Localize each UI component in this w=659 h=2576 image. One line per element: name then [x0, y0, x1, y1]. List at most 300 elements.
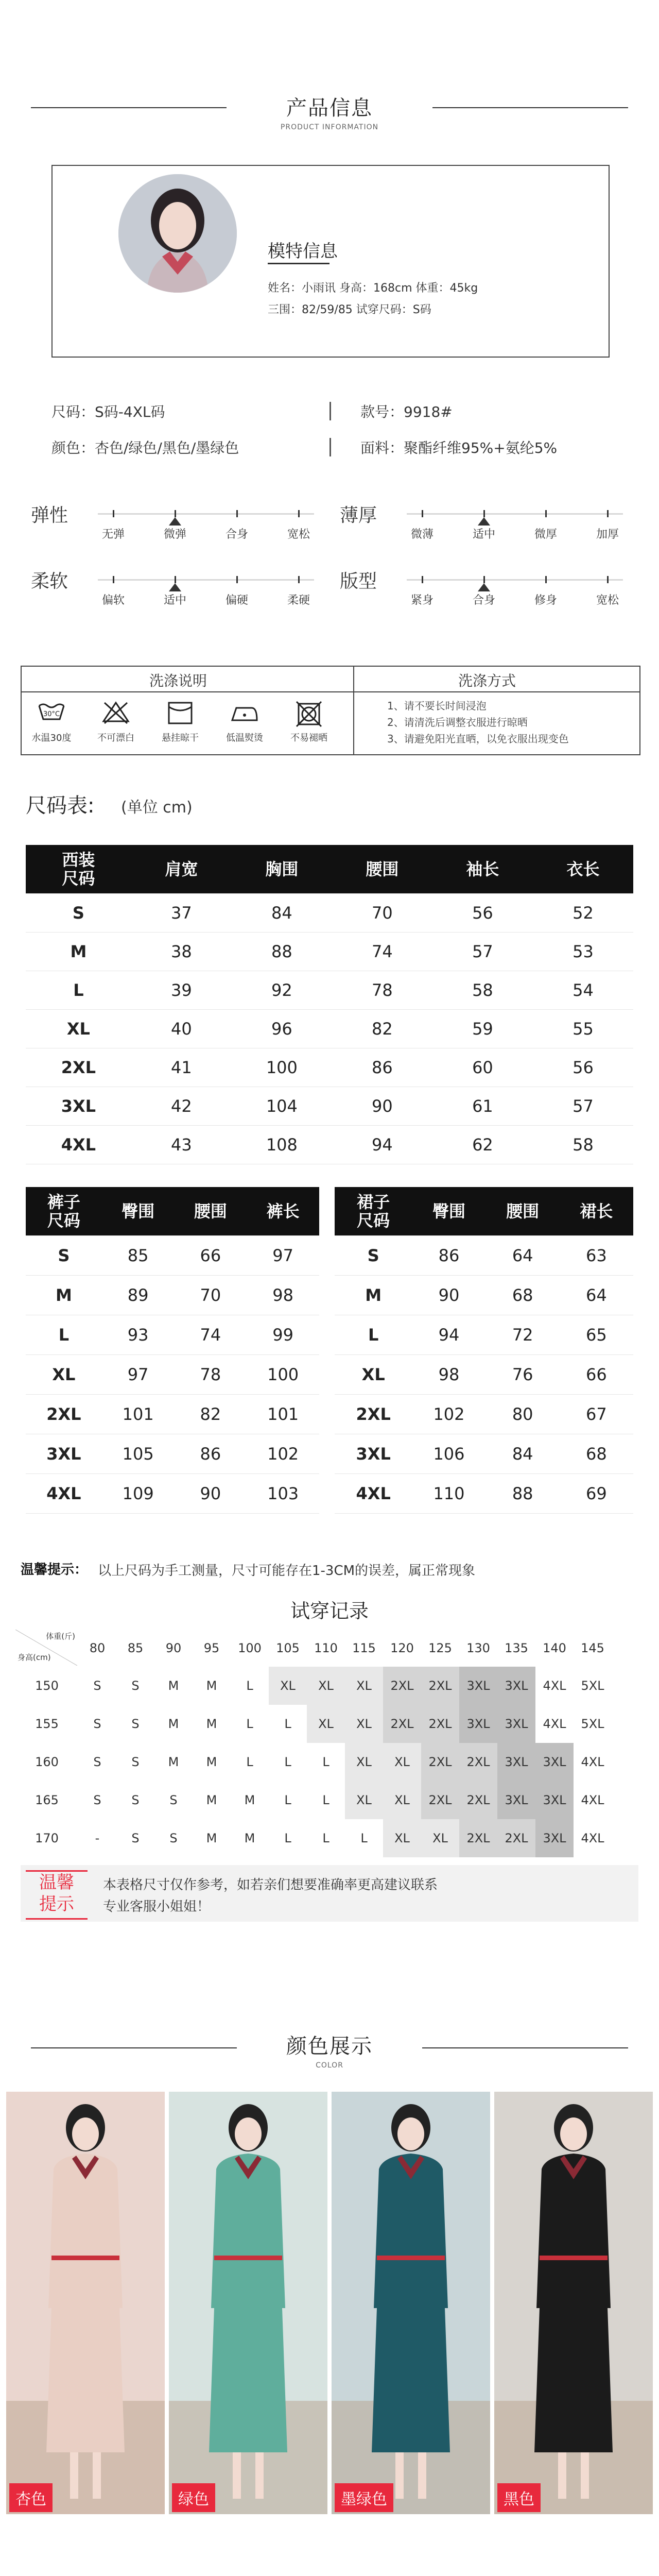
fit-weight: 130	[466, 1641, 490, 1655]
fit-cell: 3XL	[497, 1781, 535, 1819]
fit-cell: 3XL	[497, 1667, 535, 1705]
fit-cell: -	[95, 1831, 100, 1845]
table-row	[335, 1315, 633, 1355]
table-row	[26, 1315, 319, 1355]
size-cell: XL	[26, 1355, 102, 1395]
fit-cell: S	[131, 1755, 140, 1769]
size-header: 胸围	[232, 845, 332, 894]
table-row	[335, 1236, 633, 1276]
fit-cell: 2XL	[421, 1667, 459, 1705]
size-cell: 3XL	[26, 1087, 131, 1126]
fit-cell: S	[131, 1679, 140, 1693]
top-size-table	[26, 845, 633, 1164]
size-cell: M	[335, 1276, 412, 1315]
size-cell: 94	[332, 1126, 432, 1164]
scale-tick	[298, 576, 300, 583]
fit-cell: 2XL	[421, 1705, 459, 1743]
wash-header-rule	[21, 691, 640, 692]
size-cell: 58	[533, 1126, 633, 1164]
fit-cell: 3XL	[497, 1705, 535, 1743]
scale-title-1: 弹性	[31, 505, 68, 526]
table-row	[15, 1819, 612, 1857]
size-cell: 58	[432, 971, 533, 1010]
size-cell: 38	[131, 933, 232, 971]
scale-label: 合身	[225, 528, 249, 541]
size-cell: 90	[332, 1087, 432, 1126]
size-cell: 43	[131, 1126, 232, 1164]
no-tumble-icon	[293, 699, 324, 730]
fit-cell: S	[93, 1755, 101, 1769]
size-cell: 98	[247, 1276, 319, 1315]
scale-tick	[483, 510, 485, 517]
scale-tick	[483, 576, 485, 583]
scale-label: 修身	[534, 594, 558, 607]
size-cell: 70	[332, 894, 432, 933]
wash-30-icon	[36, 699, 67, 730]
size-cell: L	[26, 971, 131, 1010]
fit-corner	[15, 1630, 78, 1667]
size-cell: L	[335, 1315, 412, 1355]
fit-cell: 4XL	[581, 1755, 604, 1769]
color-photo-illustration	[6, 2092, 165, 2514]
size-cell: 70	[175, 1276, 247, 1315]
table-row	[335, 1434, 633, 1474]
size-cell: 57	[533, 1087, 633, 1126]
scale-title-3: 柔软	[31, 571, 68, 592]
scale-title-4: 版型	[340, 571, 377, 592]
size-cell: 88	[486, 1474, 560, 1514]
size-cell: 101	[102, 1395, 175, 1434]
size-cell: 4XL	[26, 1474, 102, 1514]
model-heading-underline	[268, 263, 330, 264]
size-cell: 78	[332, 971, 432, 1010]
size-cell: 64	[560, 1276, 633, 1315]
fit-cell: S	[169, 1793, 178, 1807]
fit-cell: 3XL	[497, 1743, 535, 1781]
wash-icon-label: 悬挂晾干	[162, 733, 199, 743]
fit-cell: S	[131, 1717, 140, 1731]
wash-icon-label: 水温30度	[31, 733, 72, 743]
size-cell: 90	[175, 1474, 247, 1514]
table-row	[335, 1276, 633, 1315]
size-cell: 86	[175, 1434, 247, 1474]
fit-cell: XL	[307, 1705, 345, 1743]
size-cell: 96	[232, 1010, 332, 1048]
low-iron-icon	[229, 699, 260, 730]
skirt-size-table	[335, 1187, 633, 1514]
color-photo-4	[494, 2092, 653, 2514]
fit-cell: S	[131, 1793, 140, 1807]
fit-cell: 2XL	[421, 1781, 459, 1819]
size-cell: 41	[131, 1048, 232, 1087]
size-cell: 2XL	[335, 1395, 412, 1434]
size-cell: 62	[432, 1126, 533, 1164]
size-header: 裙长	[560, 1187, 633, 1236]
size-cell: 3XL	[26, 1434, 102, 1474]
fit-cell: 2XL	[383, 1705, 421, 1743]
fit-cell: S	[93, 1679, 101, 1693]
size-cell: 100	[247, 1355, 319, 1395]
size-cell: 61	[432, 1087, 533, 1126]
fit-cell: 3XL	[459, 1667, 497, 1705]
size-cell: S	[26, 894, 131, 933]
fit-weight: 100	[238, 1641, 262, 1655]
size-cell: 82	[175, 1395, 247, 1434]
size-cell: 102	[412, 1395, 485, 1434]
size-cell: M	[26, 933, 131, 971]
color-photo-1	[6, 2092, 165, 2514]
spec-style-no: 款号：9918#	[360, 403, 453, 420]
size-cell: 53	[533, 933, 633, 971]
size-cell: 84	[486, 1434, 560, 1474]
fit-cell: L	[322, 1831, 330, 1845]
scale-label: 适中	[472, 528, 496, 541]
size-cell: 59	[432, 1010, 533, 1048]
fit-cell: L	[284, 1755, 291, 1769]
size-cell: 76	[486, 1355, 560, 1395]
hang-dry-icon	[165, 699, 196, 730]
fit-cell: 4XL	[581, 1831, 604, 1845]
size-header: 袖长	[432, 845, 533, 894]
product-info-title: 产品信息 PRODUCT INFORMATION	[280, 96, 379, 131]
size-cell: 82	[332, 1010, 432, 1048]
color-photo-3	[332, 2092, 490, 2514]
table-row	[26, 894, 633, 933]
fit-weight: 140	[543, 1641, 566, 1655]
fit-cell: M	[244, 1793, 255, 1807]
size-cell: 56	[533, 1048, 633, 1087]
color-photo-2	[169, 2092, 327, 2514]
size-cell: 102	[247, 1434, 319, 1474]
scale-tick	[545, 510, 547, 517]
fit-cell: XL	[345, 1705, 383, 1743]
size-header: 腰围	[332, 845, 432, 894]
fit-height: 170	[35, 1831, 59, 1845]
size-cell: 3XL	[335, 1434, 412, 1474]
size-cell: 56	[432, 894, 533, 933]
size-cell: M	[26, 1276, 102, 1315]
fit-cell: XL	[383, 1781, 421, 1819]
fit-cell: S	[131, 1831, 140, 1845]
fit-cell: XL	[269, 1667, 307, 1705]
fit-cell: L	[322, 1793, 330, 1807]
table-row	[15, 1781, 612, 1819]
size-cell: 72	[486, 1315, 560, 1355]
fit-cell: L	[246, 1717, 253, 1731]
fit-weight: 145	[581, 1641, 604, 1655]
fit-cell: L	[284, 1717, 291, 1731]
size-cell: 84	[232, 894, 332, 933]
size-cell: 68	[486, 1276, 560, 1315]
table-row	[26, 1474, 319, 1514]
tip-text: 以上尺码为手工测量，尺寸可能存在1-3CM的误差，属正常现象	[98, 1563, 476, 1579]
fit-cell: XL	[383, 1743, 421, 1781]
size-cell: 94	[412, 1315, 485, 1355]
size-cell: 86	[412, 1236, 485, 1276]
fit-cell: M	[244, 1831, 255, 1845]
table-row	[26, 933, 633, 971]
fit-cell: XL	[421, 1819, 459, 1857]
scale-track-4	[407, 579, 623, 581]
fit-cell: XL	[345, 1743, 383, 1781]
fit-cell: L	[284, 1831, 291, 1845]
wash-right-title: 洗涤方式	[458, 672, 516, 689]
scale-label: 适中	[163, 594, 187, 607]
scale-label: 微薄	[410, 528, 434, 541]
fit-cell: L	[284, 1793, 291, 1807]
size-cell: 97	[102, 1355, 175, 1395]
size-cell: 67	[560, 1395, 633, 1434]
size-cell: 78	[175, 1355, 247, 1395]
scale-selected-marker	[169, 583, 181, 591]
size-cell: 100	[232, 1048, 332, 1087]
table-row	[26, 1236, 319, 1276]
fit-weight: 110	[314, 1641, 338, 1655]
size-cell: XL	[26, 1010, 131, 1048]
wash-step-3: 3、请避免阳光直晒，以免衣服出现变色	[387, 733, 569, 745]
scale-label: 宽松	[287, 528, 310, 541]
size-cell: 101	[247, 1395, 319, 1434]
notice-text-2: 专业客服小姐姐！	[103, 1899, 211, 1914]
scale-tick	[175, 576, 176, 583]
fit-cell: M	[206, 1679, 217, 1693]
fit-cell: L	[246, 1679, 253, 1693]
scale-tick	[113, 576, 114, 583]
color-photo-illustration	[494, 2092, 653, 2514]
size-header: 裤子 尺码	[26, 1187, 102, 1236]
table-row	[26, 1355, 319, 1395]
scale-tick	[607, 576, 609, 583]
scale-label: 合身	[472, 594, 496, 607]
fit-cell: XL	[345, 1781, 383, 1819]
fit-cell: 2XL	[421, 1743, 459, 1781]
spec-divider-2	[330, 438, 331, 456]
fit-cell: 4XL	[543, 1717, 566, 1731]
size-header: 臀围	[102, 1187, 175, 1236]
scale-tick	[175, 510, 176, 517]
fit-cell: 4XL	[581, 1793, 604, 1807]
size-cell: 39	[131, 971, 232, 1010]
size-cell: 80	[486, 1395, 560, 1434]
fit-weight: 80	[89, 1641, 106, 1655]
fit-height-label: 身高(cm)	[18, 1653, 51, 1662]
scale-label: 微弹	[163, 528, 187, 541]
fit-cell: XL	[383, 1819, 421, 1857]
fit-weight: 95	[203, 1641, 220, 1655]
table-row	[26, 1434, 319, 1474]
scale-tick	[113, 510, 114, 517]
fit-record-table	[15, 1630, 612, 1857]
table-row	[26, 1010, 633, 1048]
table-row	[15, 1705, 612, 1743]
size-cell: 90	[412, 1276, 485, 1315]
fit-weight: 105	[276, 1641, 300, 1655]
table-row	[26, 1395, 319, 1434]
size-cell: 74	[332, 933, 432, 971]
model-heading: 模特信息	[268, 241, 338, 262]
color-tag-1: 杏色	[9, 2483, 53, 2512]
table-row	[15, 1667, 612, 1705]
fit-weight: 135	[505, 1641, 528, 1655]
size-cell: XL	[335, 1355, 412, 1395]
fit-weight: 90	[165, 1641, 182, 1655]
fit-cell: XL	[345, 1667, 383, 1705]
size-cell: 108	[232, 1126, 332, 1164]
model-avatar	[118, 174, 237, 293]
size-cell: 68	[560, 1434, 633, 1474]
size-cell: 89	[102, 1276, 175, 1315]
size-cell: 110	[412, 1474, 485, 1514]
fit-cell: M	[206, 1755, 217, 1769]
size-cell: 64	[486, 1236, 560, 1276]
size-header: 肩宽	[131, 845, 232, 894]
size-cell: 97	[247, 1236, 319, 1276]
spec-color: 颜色：杏色/绿色/黑色/墨绿色	[51, 439, 239, 456]
size-header: 衣长	[533, 845, 633, 894]
scale-label: 无弹	[101, 528, 125, 541]
notice-badge-line2: 提示	[39, 1894, 74, 1914]
fit-cell: 3XL	[535, 1781, 574, 1819]
scale-track-2	[407, 513, 623, 515]
notice-badge	[26, 1870, 88, 1920]
size-cell: 86	[332, 1048, 432, 1087]
size-cell: 66	[560, 1355, 633, 1395]
fit-height: 160	[35, 1755, 59, 1769]
size-chart-title: 尺码表:	[26, 794, 95, 818]
color-photo-illustration	[169, 2092, 327, 2514]
svg-text:30°C: 30°C	[43, 710, 60, 718]
size-cell: 4XL	[26, 1126, 131, 1164]
scale-tick	[422, 576, 423, 583]
fit-cell: 3XL	[535, 1743, 574, 1781]
scale-tick	[236, 510, 238, 517]
scale-tick	[422, 510, 423, 517]
tip-label: 温馨提示：	[21, 1562, 88, 1578]
table-row	[335, 1474, 633, 1514]
scale-selected-marker	[169, 517, 181, 526]
scale-title-2: 薄厚	[340, 505, 377, 526]
model-line2: 三围：82/59/85 试穿尺码：S码	[268, 303, 431, 316]
table-row	[26, 971, 633, 1010]
fit-cell: 3XL	[459, 1705, 497, 1743]
size-chart-unit: (单位 cm)	[121, 799, 193, 817]
wash-icon-label: 不可漂白	[97, 733, 134, 743]
size-cell: 4XL	[335, 1474, 412, 1514]
fit-record-title: 试穿记录	[290, 1600, 369, 1622]
size-cell: 55	[533, 1010, 633, 1048]
fit-cell: 2XL	[459, 1743, 497, 1781]
fit-cell: L	[322, 1755, 330, 1769]
fit-cell: S	[169, 1831, 178, 1845]
scale-tick	[607, 510, 609, 517]
fit-cell: M	[206, 1717, 217, 1731]
table-row	[335, 1395, 633, 1434]
wash-icon-label: 低温熨烫	[226, 733, 263, 743]
spec-size: 尺码：S码-4XL码	[51, 403, 165, 420]
scale-tick	[298, 510, 300, 517]
fit-height: 165	[35, 1793, 59, 1807]
fit-cell: M	[168, 1755, 179, 1769]
size-cell: 93	[102, 1315, 175, 1355]
size-cell: 37	[131, 894, 232, 933]
color-tag-3: 墨绿色	[335, 2483, 393, 2512]
scale-selected-marker	[478, 583, 490, 591]
fit-cell: 2XL	[459, 1781, 497, 1819]
size-cell: 99	[247, 1315, 319, 1355]
size-cell: 109	[102, 1474, 175, 1514]
size-cell: 104	[232, 1087, 332, 1126]
size-cell: S	[26, 1236, 102, 1276]
size-cell: 69	[560, 1474, 633, 1514]
wash-step-1: 1、请不要长时间浸泡	[387, 700, 487, 712]
fit-cell: 3XL	[535, 1819, 574, 1857]
fit-weight: 115	[352, 1641, 376, 1655]
fit-cell: L	[360, 1831, 368, 1845]
size-cell: 98	[412, 1355, 485, 1395]
fit-weight: 85	[127, 1641, 144, 1655]
scale-selected-marker	[478, 517, 490, 526]
size-cell: S	[335, 1236, 412, 1276]
spec-fabric: 面料：聚酯纤维95%+氨纶5%	[360, 439, 558, 456]
scale-label: 偏硬	[225, 594, 249, 607]
size-cell: 74	[175, 1315, 247, 1355]
wash-icon-label: 不易褪晒	[290, 733, 327, 743]
scale-track-1	[98, 513, 314, 515]
scale-label: 微厚	[534, 528, 558, 541]
fit-cell: 2XL	[497, 1819, 535, 1857]
fit-cell: M	[168, 1679, 179, 1693]
pants-size-table	[26, 1187, 319, 1514]
size-header: 西装 尺码	[26, 845, 131, 894]
notice-badge-line1: 温馨	[39, 1872, 74, 1893]
scale-track-3	[98, 579, 314, 581]
fit-cell: L	[246, 1755, 253, 1769]
table-row	[26, 1048, 633, 1087]
fit-cell: 5XL	[581, 1717, 604, 1731]
size-cell: 57	[432, 933, 533, 971]
fit-cell: S	[93, 1717, 101, 1731]
fit-cell: M	[206, 1831, 217, 1845]
fit-cell: 5XL	[581, 1679, 604, 1693]
size-cell: 2XL	[26, 1048, 131, 1087]
fit-height: 150	[35, 1679, 59, 1693]
color-show-title: 颜色展示 COLOR	[286, 2035, 373, 2070]
spec-divider-1	[330, 402, 331, 420]
size-cell: 85	[102, 1236, 175, 1276]
no-bleach-icon	[100, 699, 131, 730]
size-header: 腰围	[175, 1187, 247, 1236]
size-cell: 103	[247, 1474, 319, 1514]
table-row	[26, 1276, 319, 1315]
table-row	[26, 1087, 633, 1126]
fit-cell: M	[206, 1793, 217, 1807]
scale-label: 加厚	[596, 528, 619, 541]
notice-text-1: 本表格尺寸仅作参考，如若亲们想要准确率更高建议联系	[103, 1877, 438, 1893]
scale-label: 偏软	[101, 594, 125, 607]
model-avatar-illustration	[118, 174, 237, 293]
fit-weight-label: 体重(斤)	[46, 1632, 75, 1641]
wash-left-title: 洗涤说明	[149, 672, 207, 689]
scale-label: 宽松	[596, 594, 619, 607]
size-cell: 88	[232, 933, 332, 971]
fit-cell: 2XL	[383, 1667, 421, 1705]
fit-height: 155	[35, 1717, 59, 1731]
scale-tick	[545, 576, 547, 583]
fit-cell: 2XL	[459, 1819, 497, 1857]
size-cell: 60	[432, 1048, 533, 1087]
fit-cell: S	[93, 1793, 101, 1807]
size-header: 裤长	[247, 1187, 319, 1236]
